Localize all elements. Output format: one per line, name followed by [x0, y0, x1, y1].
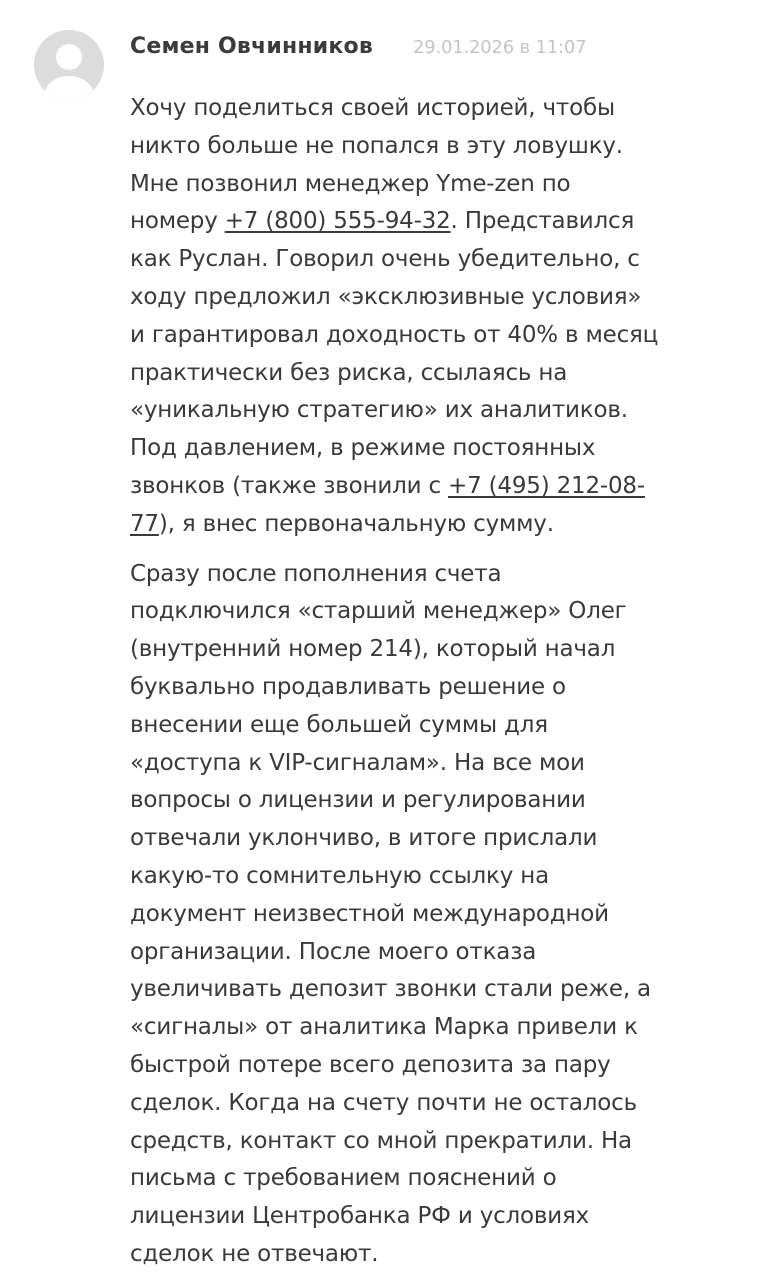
- text-line: Мне позвонил менеджер Yme-zen по: [130, 170, 571, 197]
- comment-header: [130, 34, 738, 70]
- paragraph-1: [130, 90, 742, 544]
- text-line: ходу предложил «эксклюзивные условия»: [130, 283, 642, 310]
- text-line: Хочу поделиться своей историей, чтобы: [130, 95, 615, 121]
- phone-link-2-continued[interactable]: 77: [130, 510, 159, 537]
- text-line: вопросы о лицензии и регулировании: [130, 787, 586, 814]
- text-line: лицензии Центробанка РФ и условиях: [130, 1203, 590, 1230]
- text-line: сделок. Когда на счету почти не осталось: [130, 1089, 637, 1116]
- text-line: (внутренний номер 214), который начал: [130, 636, 616, 663]
- text-line: внесении еще большей суммы для: [130, 711, 548, 738]
- avatar[interactable]: [34, 30, 104, 100]
- text-line: [130, 468, 742, 506]
- text-line: отвечали уклончиво, в итоге прислали: [130, 825, 598, 852]
- text-line: письма с требованием пояснений о: [130, 1165, 557, 1192]
- text-line: увеличивать депозит звонки стали реже, а: [130, 976, 651, 1003]
- text-line: «уникальную стратегию» их аналитиков.: [130, 397, 628, 424]
- comment-date[interactable]: 29.01.2026 в 11:07: [412, 37, 587, 58]
- comment-body: [130, 90, 742, 1286]
- text-fragment: . Представился: [450, 208, 635, 235]
- text-fragment: звонков (также звонили с: [130, 472, 449, 499]
- text-line: практически без риска, ссылаясь на: [130, 359, 568, 386]
- text-line: документ неизвестной международной: [130, 900, 609, 927]
- text-line: как Руслан. Говорил очень убедительно, с: [130, 246, 640, 273]
- text-line: «сигналы» от аналитика Марка привели к: [130, 1014, 638, 1041]
- text-line: «доступа к VIP-сигналам». На все мои: [130, 749, 585, 776]
- author-name[interactable]: Семен Овчинников: [130, 34, 373, 59]
- text-line: [130, 506, 742, 544]
- text-fragment: номеру: [130, 208, 225, 235]
- text-line: быстрой потере всего депозита за пару: [130, 1051, 611, 1078]
- text-line: буквально продавливать решение о: [130, 673, 566, 700]
- paragraph-2: [130, 556, 742, 1274]
- text-line: [130, 203, 742, 241]
- text-line: Сразу после пополнения счета: [130, 560, 502, 587]
- phone-link-1[interactable]: +7 (800) 555-94-32: [224, 208, 451, 235]
- phone-link-2[interactable]: +7 (495) 212-08-: [448, 472, 645, 499]
- text-line: никто больше не попался в эту ловушку.: [130, 132, 623, 159]
- text-line: Под давлением, в режиме постоянных: [130, 435, 596, 462]
- text-line: и гарантировал доходность от 40% в месяц: [130, 321, 659, 348]
- text-fragment: ), я внес первоначальную сумму.: [158, 510, 554, 537]
- text-line: подключился «старший менеджер» Олег: [130, 598, 627, 625]
- text-line: средств, контакт со мной прекратили. На: [130, 1127, 632, 1154]
- text-line: сделок не отвечают.: [130, 1240, 379, 1267]
- text-line: организации. После моего отказа: [130, 938, 537, 965]
- text-line: какую-то сомнительную ссылку на: [130, 862, 550, 889]
- user-silhouette-icon: [34, 30, 104, 100]
